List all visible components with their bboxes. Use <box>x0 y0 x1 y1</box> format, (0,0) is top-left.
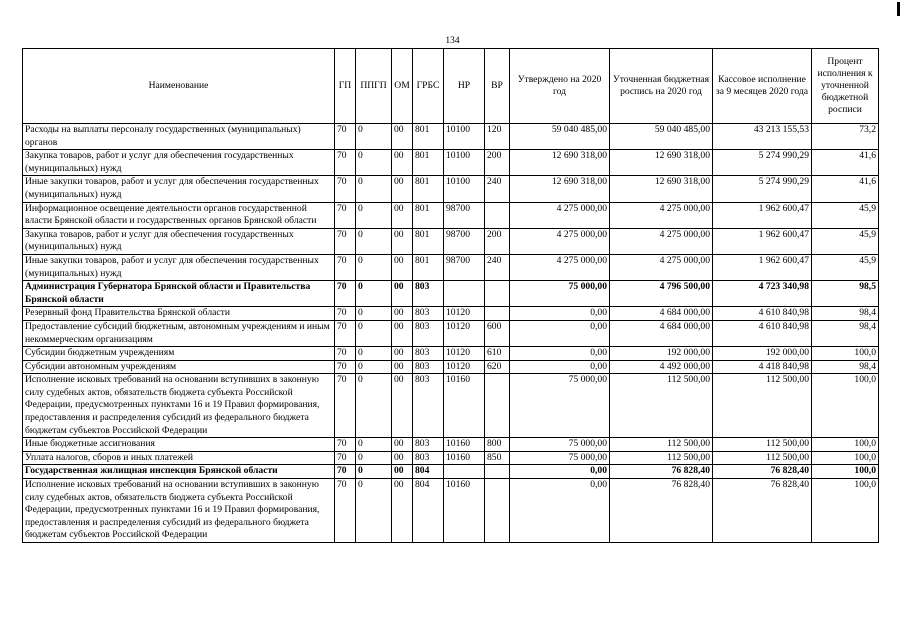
header-refined: Уточненная бюджетная роспись на 2020 год <box>610 49 713 124</box>
cell-cash: 76 828,40 <box>713 465 812 479</box>
cell-approved: 0,00 <box>510 320 610 346</box>
cell-ppgp: 0 <box>356 438 392 452</box>
cell-grbs: 804 <box>413 465 444 479</box>
cell-ppgp: 0 <box>356 465 392 479</box>
cell-percent: 100,0 <box>812 479 879 543</box>
cell-om: 00 <box>392 320 413 346</box>
cell-vr: 200 <box>485 150 510 176</box>
cell-gp: 70 <box>335 374 356 438</box>
cell-approved: 75 000,00 <box>510 374 610 438</box>
cell-vr: 800 <box>485 438 510 452</box>
cell-vr: 120 <box>485 124 510 150</box>
cell-cash: 4 610 840,98 <box>713 307 812 321</box>
cell-approved: 12 690 318,00 <box>510 176 610 202</box>
table-row <box>23 281 879 307</box>
cell-cash: 5 274 990,29 <box>713 176 812 202</box>
cell-grbs: 803 <box>413 438 444 452</box>
cell-name: Резервный фонд Правительства Брянской области <box>23 307 335 321</box>
cell-nr: 10160 <box>444 374 485 438</box>
cell-vr <box>485 465 510 479</box>
cell-grbs: 801 <box>413 150 444 176</box>
cell-ppgp: 0 <box>356 451 392 465</box>
cell-vr <box>485 202 510 228</box>
cell-gp: 70 <box>335 347 356 361</box>
cell-refined: 192 000,00 <box>610 347 713 361</box>
cell-grbs: 804 <box>413 479 444 543</box>
cell-name: Информационное освещение деятельности органов государственной власти Брянской области и государственных органов Брянской области <box>23 202 335 228</box>
cell-approved: 4 275 000,00 <box>510 202 610 228</box>
cell-gp: 70 <box>335 176 356 202</box>
cell-vr: 600 <box>485 320 510 346</box>
cell-name: Предоставление субсидий бюджетным, автономным учреждениям и иным некоммерческим организациям <box>23 320 335 346</box>
cell-refined: 4 275 000,00 <box>610 202 713 228</box>
table-row <box>23 479 879 543</box>
table-row <box>23 254 879 280</box>
cell-approved: 12 690 318,00 <box>510 150 610 176</box>
cell-om: 00 <box>392 307 413 321</box>
cell-name: Исполнение исковых требований на основании вступивших в законную силу судебных актов, обязательств бюджета субъекта Российской Федерации, предусмотренных пунктами 16 и 19 Правил формирования, предоставления и распределения субсидий из федерального бюджета бюджетам субъектов Российской Федерации <box>23 374 335 438</box>
cell-approved: 0,00 <box>510 347 610 361</box>
cell-cash: 4 418 840,98 <box>713 360 812 374</box>
cell-gp: 70 <box>335 254 356 280</box>
cell-cash: 43 213 155,53 <box>713 124 812 150</box>
header-om: ОМ <box>392 49 413 124</box>
cell-refined: 59 040 485,00 <box>610 124 713 150</box>
cell-vr <box>485 374 510 438</box>
cell-approved: 75 000,00 <box>510 451 610 465</box>
cell-percent: 100,0 <box>812 438 879 452</box>
cell-percent: 100,0 <box>812 451 879 465</box>
cell-om: 00 <box>392 438 413 452</box>
cell-refined: 76 828,40 <box>610 479 713 543</box>
cell-refined: 4 492 000,00 <box>610 360 713 374</box>
cell-grbs: 801 <box>413 176 444 202</box>
cell-percent: 100,0 <box>812 465 879 479</box>
cell-grbs: 801 <box>413 254 444 280</box>
cell-nr: 10100 <box>444 150 485 176</box>
cell-refined: 4 275 000,00 <box>610 254 713 280</box>
cell-approved: 0,00 <box>510 307 610 321</box>
table-row <box>23 438 879 452</box>
cell-ppgp: 0 <box>356 281 392 307</box>
cell-name: Субсидии автономным учреждениям <box>23 360 335 374</box>
cell-ppgp: 0 <box>356 347 392 361</box>
cell-percent: 98,4 <box>812 320 879 346</box>
cell-percent: 41,6 <box>812 150 879 176</box>
header-vr: ВР <box>485 49 510 124</box>
cell-nr: 10120 <box>444 307 485 321</box>
cell-ppgp: 0 <box>356 479 392 543</box>
cell-refined: 112 500,00 <box>610 438 713 452</box>
cell-om: 00 <box>392 281 413 307</box>
cell-gp: 70 <box>335 228 356 254</box>
cell-vr: 850 <box>485 451 510 465</box>
cell-name: Администрация Губернатора Брянской области и Правительства Брянской области <box>23 281 335 307</box>
cell-grbs: 803 <box>413 360 444 374</box>
cell-refined: 76 828,40 <box>610 465 713 479</box>
cell-cash: 1 962 600,47 <box>713 254 812 280</box>
cell-name: Закупка товаров, работ и услуг для обеспечения государственных (муниципальных) нужд <box>23 228 335 254</box>
cell-refined: 4 275 000,00 <box>610 228 713 254</box>
cell-vr: 200 <box>485 228 510 254</box>
cell-cash: 4 723 340,98 <box>713 281 812 307</box>
cell-gp: 70 <box>335 479 356 543</box>
cell-percent: 100,0 <box>812 347 879 361</box>
cell-approved: 75 000,00 <box>510 281 610 307</box>
cell-cash: 5 274 990,29 <box>713 150 812 176</box>
cell-name: Расходы на выплаты персоналу государственных (муниципальных) органов <box>23 124 335 150</box>
header-approved: Утверждено на 2020 год <box>510 49 610 124</box>
table-row <box>23 176 879 202</box>
cell-om: 00 <box>392 374 413 438</box>
cell-cash: 4 610 840,98 <box>713 320 812 346</box>
cell-grbs: 801 <box>413 228 444 254</box>
cell-cash: 1 962 600,47 <box>713 202 812 228</box>
cell-cash: 112 500,00 <box>713 438 812 452</box>
header-cash: Кассовое исполнение за 9 месяцев 2020 года <box>713 49 812 124</box>
cell-gp: 70 <box>335 451 356 465</box>
cell-name: Закупка товаров, работ и услуг для обеспечения государственных (муниципальных) нужд <box>23 150 335 176</box>
header-gp: ГП <box>335 49 356 124</box>
cell-nr: 10120 <box>444 360 485 374</box>
table-row <box>23 465 879 479</box>
cell-nr: 10120 <box>444 347 485 361</box>
cell-om: 00 <box>392 479 413 543</box>
cell-cash: 76 828,40 <box>713 479 812 543</box>
cell-om: 00 <box>392 360 413 374</box>
header-nr: НР <box>444 49 485 124</box>
cell-cash: 1 962 600,47 <box>713 228 812 254</box>
cell-gp: 70 <box>335 465 356 479</box>
cell-om: 00 <box>392 176 413 202</box>
cell-approved: 4 275 000,00 <box>510 228 610 254</box>
cell-nr: 10100 <box>444 176 485 202</box>
table-row <box>23 320 879 346</box>
cell-vr: 240 <box>485 176 510 202</box>
cell-refined: 4 684 000,00 <box>610 320 713 346</box>
header-ppgp: ППГП <box>356 49 392 124</box>
cell-ppgp: 0 <box>356 307 392 321</box>
cell-om: 00 <box>392 150 413 176</box>
cell-grbs: 803 <box>413 451 444 465</box>
cell-percent: 41,6 <box>812 176 879 202</box>
cell-refined: 12 690 318,00 <box>610 150 713 176</box>
cell-percent: 98,4 <box>812 307 879 321</box>
cell-om: 00 <box>392 451 413 465</box>
page-number: 134 <box>445 36 460 46</box>
header-grbs: ГРБС <box>413 49 444 124</box>
cell-nr: 10160 <box>444 451 485 465</box>
cell-om: 00 <box>392 254 413 280</box>
cell-grbs: 803 <box>413 347 444 361</box>
cell-grbs: 803 <box>413 307 444 321</box>
header-percent: Процент исполнения к уточненной бюджетной росписи <box>812 49 879 124</box>
scan-edge-mark <box>897 2 900 16</box>
header-name: Наименование <box>23 49 335 124</box>
cell-gp: 70 <box>335 202 356 228</box>
cell-grbs: 801 <box>413 124 444 150</box>
cell-grbs: 801 <box>413 202 444 228</box>
cell-ppgp: 0 <box>356 202 392 228</box>
table-row <box>23 150 879 176</box>
cell-ppgp: 0 <box>356 150 392 176</box>
cell-approved: 59 040 485,00 <box>510 124 610 150</box>
cell-name: Иные закупки товаров, работ и услуг для обеспечения государственных (муниципальных) нужд <box>23 176 335 202</box>
cell-nr: 10160 <box>444 438 485 452</box>
cell-ppgp: 0 <box>356 374 392 438</box>
cell-cash: 192 000,00 <box>713 347 812 361</box>
cell-nr: 10100 <box>444 124 485 150</box>
table-row <box>23 347 879 361</box>
cell-name: Исполнение исковых требований на основании вступивших в законную силу судебных актов, обязательств бюджета субъекта Российской Федерации, предусмотренных пунктами 16 и 19 Правил формирования, предоставления и распределения субсидий из федерального бюджета бюджетам субъектов Российской Федерации <box>23 479 335 543</box>
table-row <box>23 124 879 150</box>
cell-om: 00 <box>392 124 413 150</box>
cell-refined: 4 684 000,00 <box>610 307 713 321</box>
cell-cash: 112 500,00 <box>713 451 812 465</box>
cell-gp: 70 <box>335 124 356 150</box>
cell-grbs: 803 <box>413 281 444 307</box>
cell-nr <box>444 281 485 307</box>
cell-vr: 620 <box>485 360 510 374</box>
cell-ppgp: 0 <box>356 228 392 254</box>
cell-name: Уплата налогов, сборов и иных платежей <box>23 451 335 465</box>
cell-ppgp: 0 <box>356 124 392 150</box>
cell-refined: 112 500,00 <box>610 374 713 438</box>
cell-gp: 70 <box>335 320 356 346</box>
cell-refined: 4 796 500,00 <box>610 281 713 307</box>
table-body <box>23 124 879 543</box>
cell-refined: 12 690 318,00 <box>610 176 713 202</box>
table-row <box>23 228 879 254</box>
cell-om: 00 <box>392 228 413 254</box>
cell-ppgp: 0 <box>356 176 392 202</box>
cell-approved: 4 275 000,00 <box>510 254 610 280</box>
cell-nr: 98700 <box>444 254 485 280</box>
cell-gp: 70 <box>335 150 356 176</box>
cell-percent: 98,5 <box>812 281 879 307</box>
cell-om: 00 <box>392 347 413 361</box>
cell-vr <box>485 307 510 321</box>
table-row <box>23 360 879 374</box>
cell-percent: 45,9 <box>812 228 879 254</box>
cell-percent: 100,0 <box>812 374 879 438</box>
table-header-row <box>23 49 879 124</box>
cell-grbs: 803 <box>413 320 444 346</box>
cell-vr: 240 <box>485 254 510 280</box>
table-row <box>23 307 879 321</box>
cell-vr <box>485 479 510 543</box>
budget-execution-table <box>22 48 879 543</box>
cell-vr: 610 <box>485 347 510 361</box>
cell-approved: 75 000,00 <box>510 438 610 452</box>
cell-percent: 45,9 <box>812 202 879 228</box>
cell-percent: 73,2 <box>812 124 879 150</box>
cell-nr: 10120 <box>444 320 485 346</box>
cell-nr <box>444 465 485 479</box>
cell-name: Субсидии бюджетным учреждениям <box>23 347 335 361</box>
table-row <box>23 374 879 438</box>
cell-gp: 70 <box>335 307 356 321</box>
cell-gp: 70 <box>335 360 356 374</box>
cell-vr <box>485 281 510 307</box>
cell-percent: 98,4 <box>812 360 879 374</box>
cell-name: Государственная жилищная инспекция Брянской области <box>23 465 335 479</box>
cell-approved: 0,00 <box>510 465 610 479</box>
cell-om: 00 <box>392 465 413 479</box>
cell-cash: 112 500,00 <box>713 374 812 438</box>
cell-gp: 70 <box>335 438 356 452</box>
cell-percent: 45,9 <box>812 254 879 280</box>
cell-nr: 98700 <box>444 228 485 254</box>
cell-gp: 70 <box>335 281 356 307</box>
table-row <box>23 451 879 465</box>
cell-name: Иные закупки товаров, работ и услуг для обеспечения государственных (муниципальных) нужд <box>23 254 335 280</box>
cell-ppgp: 0 <box>356 254 392 280</box>
cell-nr: 98700 <box>444 202 485 228</box>
table-row <box>23 202 879 228</box>
cell-nr: 10160 <box>444 479 485 543</box>
cell-approved: 0,00 <box>510 479 610 543</box>
cell-grbs: 803 <box>413 374 444 438</box>
cell-om: 00 <box>392 202 413 228</box>
cell-approved: 0,00 <box>510 360 610 374</box>
cell-refined: 112 500,00 <box>610 451 713 465</box>
cell-ppgp: 0 <box>356 360 392 374</box>
cell-ppgp: 0 <box>356 320 392 346</box>
cell-name: Иные бюджетные ассигнования <box>23 438 335 452</box>
